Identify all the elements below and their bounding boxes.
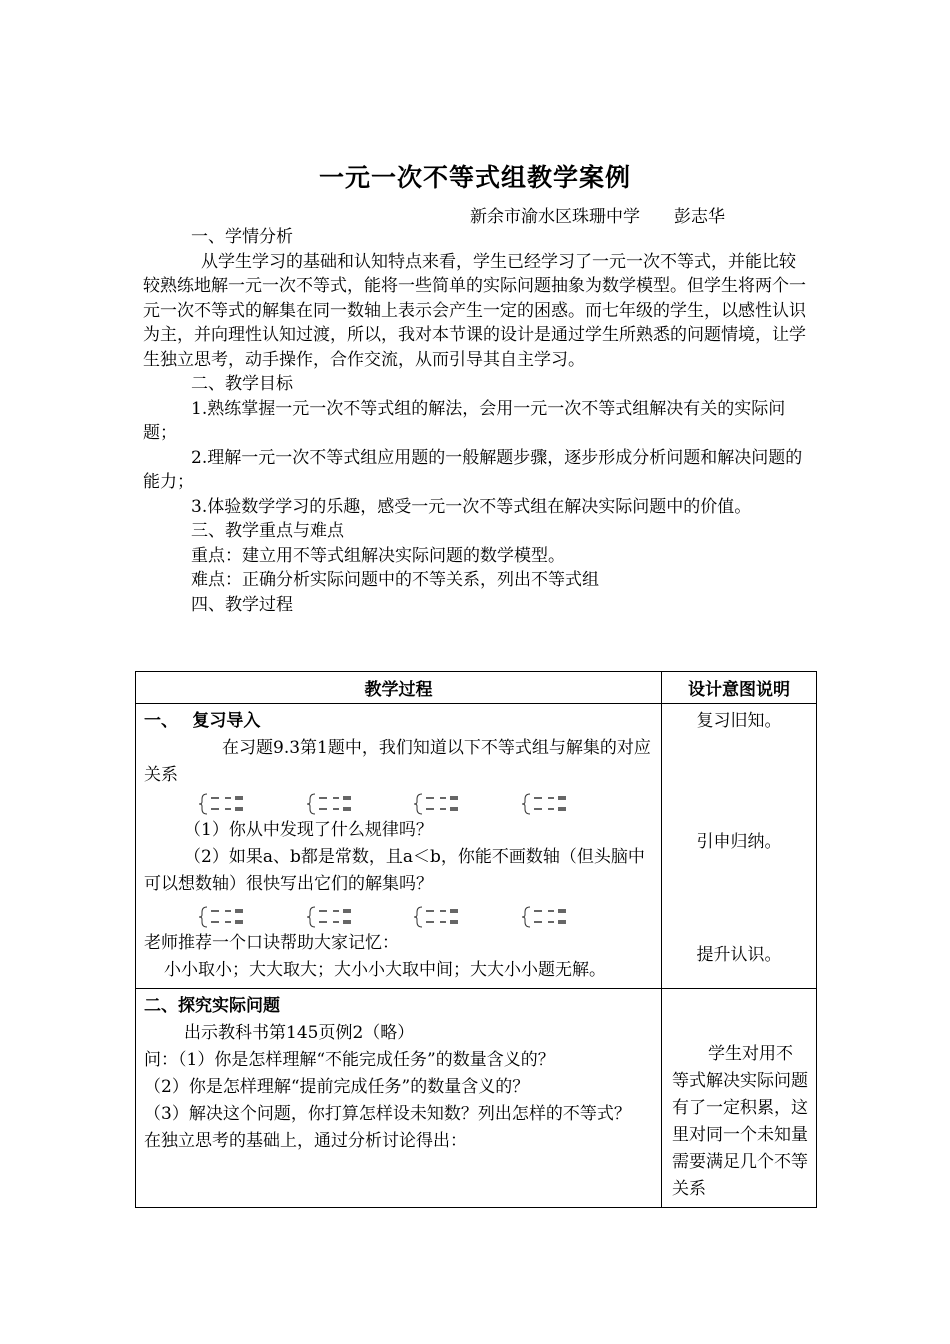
- table-row-explore: [136, 989, 662, 1208]
- section-heading-2: 二、教学目标: [191, 374, 293, 394]
- intent-induction: 引申归纳。: [696, 832, 782, 852]
- inequality-systems-numeric: [144, 789, 655, 817]
- inequality-system-icon: [307, 905, 385, 929]
- mnemonic: 小小取小；大大取大；大小小大取中间；大大小小题无解。: [164, 960, 606, 980]
- document-body: [143, 225, 809, 617]
- key-point: 重点：建立用不等式组解决实际问题的数学模型。: [191, 545, 565, 566]
- explore-question-1: 问：（1）你是怎样理解“不能完成任务”的数量含义的？: [144, 1050, 555, 1070]
- table-header-process: 教学过程: [136, 672, 662, 704]
- discussion-conclusion: 在独立思考的基础上，通过分析讨论得出：: [144, 1131, 467, 1151]
- goal-1: 1.熟练掌握一元一次不等式组的解法，会用一元一次不等式组解决有关的实际问题；: [143, 398, 786, 443]
- inequality-system-icon: [199, 905, 277, 929]
- inequality-systems-symbolic: [144, 902, 655, 930]
- paragraph-analysis: 从学生学习的基础和认知特点来看，学生已经学习了一元一次不等式，并能比较较熟练地解一元一次不等式，能将一些简单的实际问题抽象为数学模型。但学生将两个一元一次不等式的解集在同一数轴上表示会产生一定的困惑。而七年级的学生，以感性认识为主，并向理性认知过渡，所以，我对本节课的设计是通过学生所熟悉的问题情境，让学生独立思考，动手操作，合作交流，从而引导其自主学习。: [143, 251, 806, 370]
- review-intro: 在习题9.3第1题中，我们知道以下不等式组与解集的对应关系: [144, 738, 651, 785]
- inequality-system-icon: [414, 792, 492, 816]
- show-example: 出示教科书第145页例2（略）: [184, 1023, 415, 1043]
- goal-3: 3.体验数学学习的乐趣，感受一元一次不等式组在解决实际问题中的价值。: [191, 496, 752, 517]
- intent-cell-explore: [662, 989, 817, 1208]
- explore-question-3: （3）解决这个问题，你打算怎样设未知数？列出怎样的不等式？: [144, 1104, 631, 1124]
- inequality-system-icon: [522, 792, 600, 816]
- inequality-system-icon: [307, 792, 385, 816]
- inequality-system-icon: [414, 905, 492, 929]
- table-header-intent: 设计意图说明: [662, 672, 817, 704]
- author-line: 新余市渝水区珠珊中学 彭志华: [470, 207, 725, 227]
- difficulty-point: 难点：正确分析实际问题中的不等关系，列出不等式组: [191, 570, 599, 590]
- inequality-system-icon: [199, 792, 277, 816]
- section-heading-3: 三、教学重点与难点: [191, 521, 344, 541]
- inequality-system-icon: [522, 905, 600, 929]
- goal-2: 2.理解一元一次不等式组应用题的一般解题步骤，逐步形成分析问题和解决问题的能力；: [143, 447, 803, 492]
- intent-upgrade: 提升认识。: [696, 945, 782, 965]
- section-heading-1: 一、学情分析: [191, 227, 293, 247]
- intent-explore: 学生对用不等式解决实际问题有了一定积累，这里对同一个未知量需要满足几个不等关系: [672, 1044, 808, 1199]
- review-question-2: （2）如果a、b都是常数，且a＜b，你能不画数轴（但头脑中可以想数轴）很快写出它们的解集吗？: [144, 847, 645, 894]
- explore-question-2: （2）你是怎样理解“提前完成任务”的数量含义的？: [144, 1077, 530, 1097]
- review-question-1: （1）你从中发现了什么规律吗？: [184, 820, 433, 840]
- table-row-review: [136, 704, 662, 989]
- row-heading-explore: 二、探究实际问题: [144, 996, 280, 1016]
- intent-review: 复习旧知。: [696, 711, 782, 731]
- document-title: 一元一次不等式组教学案例: [318, 163, 631, 192]
- mnemonic-intro: 老师推荐一个口诀帮助大家记忆：: [144, 933, 399, 953]
- row-heading-review: 一、 复习导入: [144, 711, 261, 731]
- teaching-process-table: [135, 671, 817, 1208]
- intent-cell-review: [662, 704, 817, 989]
- section-heading-4: 四、教学过程: [191, 594, 293, 615]
